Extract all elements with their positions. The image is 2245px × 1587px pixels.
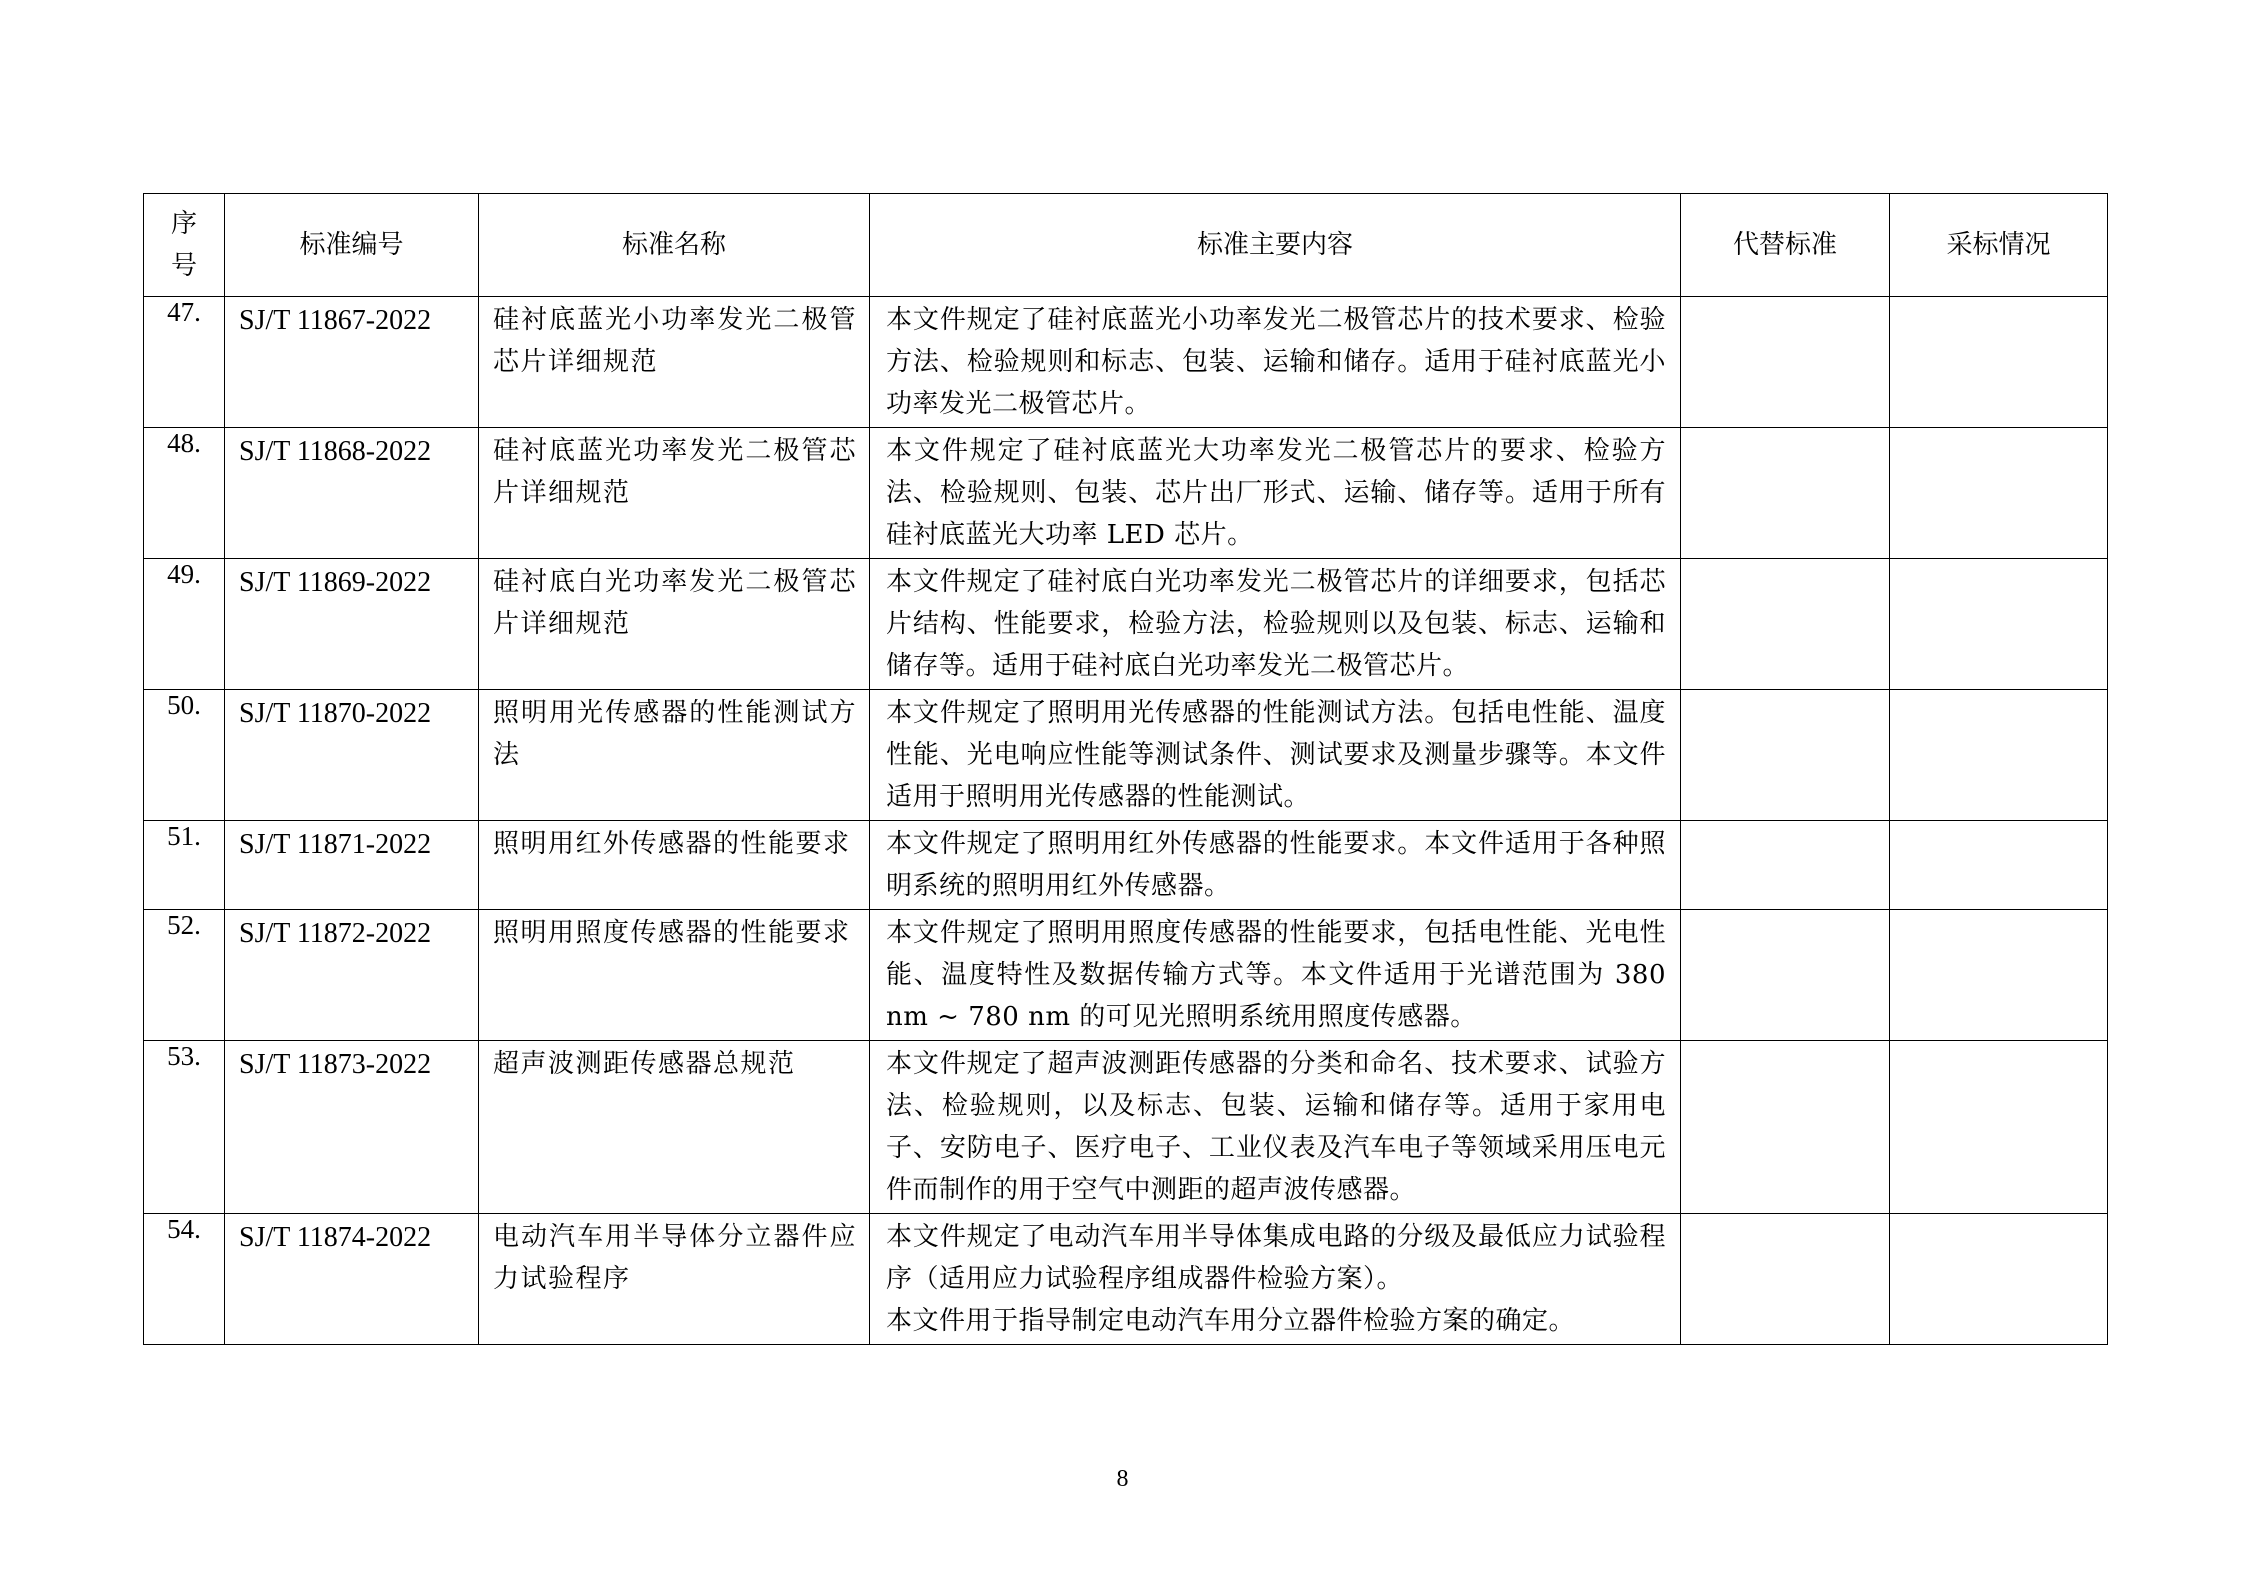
header-content: 标准主要内容 — [870, 194, 1681, 297]
row-replaces — [1681, 690, 1890, 821]
row-replaces — [1681, 297, 1890, 428]
row-content — [870, 1214, 1681, 1345]
table-row — [144, 297, 2108, 428]
row-adoption — [1890, 428, 2108, 559]
table-row — [144, 428, 2108, 559]
standards-table — [143, 193, 2108, 1345]
row-adoption — [1890, 690, 2108, 821]
row-code: SJ/T 11870-2022 — [225, 690, 479, 821]
row-replaces — [1681, 559, 1890, 690]
row-content — [870, 821, 1681, 910]
row-seq: 50. — [144, 690, 225, 821]
row-adoption — [1890, 297, 2108, 428]
row-content — [870, 428, 1681, 559]
row-content-paragraph: 本文件规定了硅衬底白光功率发光二极管芯片的详细要求，包括芯片结构、性能要求，检验方法，检验规则以及包装、标志、运输和储存等。适用于硅衬底白光功率发光二极管芯片。 — [886, 567, 1666, 681]
row-name: 电动汽车用半导体分立器件应力试验程序 — [479, 1214, 870, 1345]
row-content-paragraph: 本文件用于指导制定电动汽车用分立器件检验方案的确定。 — [886, 1306, 1576, 1336]
row-replaces — [1681, 821, 1890, 910]
header-seq-line2: 号 — [170, 251, 197, 281]
row-name: 照明用照度传感器的性能要求 — [479, 910, 870, 1041]
row-code: SJ/T 11874-2022 — [225, 1214, 479, 1345]
header-seq-line1: 序 — [170, 209, 197, 239]
row-content-paragraph: 本文件规定了硅衬底蓝光大功率发光二极管芯片的要求、检验方法、检验规则、包装、芯片出厂形式、运输、储存等。适用于所有硅衬底蓝光大功率 LED 芯片。 — [886, 436, 1666, 550]
row-seq: 49. — [144, 559, 225, 690]
row-replaces — [1681, 428, 1890, 559]
row-code: SJ/T 11868-2022 — [225, 428, 479, 559]
row-adoption — [1890, 910, 2108, 1041]
row-adoption — [1890, 1041, 2108, 1214]
row-content — [870, 559, 1681, 690]
row-code: SJ/T 11872-2022 — [225, 910, 479, 1041]
row-content — [870, 297, 1681, 428]
row-code: SJ/T 11871-2022 — [225, 821, 479, 910]
table-header-row — [144, 194, 2108, 297]
row-seq: 51. — [144, 821, 225, 910]
row-replaces — [1681, 1041, 1890, 1214]
row-content-paragraph: 本文件规定了照明用光传感器的性能测试方法。包括电性能、温度性能、光电响应性能等测试条件、测试要求及测量步骤等。本文件适用于照明用光传感器的性能测试。 — [886, 698, 1666, 812]
row-seq: 54. — [144, 1214, 225, 1345]
row-code: SJ/T 11867-2022 — [225, 297, 479, 428]
row-seq: 52. — [144, 910, 225, 1041]
row-content-paragraph: 本文件规定了超声波测距传感器的分类和命名、技术要求、试验方法、检验规则，以及标志、包装、运输和储存等。适用于家用电子、安防电子、医疗电子、工业仪表及汽车电子等领域采用压电元件而制作的用于空气中测距的超声波传感器。 — [886, 1049, 1666, 1205]
row-adoption — [1890, 1214, 2108, 1345]
row-name: 硅衬底蓝光功率发光二极管芯片详细规范 — [479, 428, 870, 559]
row-replaces — [1681, 910, 1890, 1041]
row-content — [870, 910, 1681, 1041]
row-content-paragraph: 本文件规定了电动汽车用半导体集成电路的分级及最低应力试验程序（适用应力试验程序组成器件检验方案）。 — [886, 1222, 1666, 1294]
row-name: 照明用红外传感器的性能要求 — [479, 821, 870, 910]
row-adoption — [1890, 821, 2108, 910]
header-name: 标准名称 — [479, 194, 870, 297]
table-row — [144, 690, 2108, 821]
row-seq: 53. — [144, 1041, 225, 1214]
row-seq: 47. — [144, 297, 225, 428]
row-content-paragraph: 本文件规定了硅衬底蓝光小功率发光二极管芯片的技术要求、检验方法、检验规则和标志、包装、运输和储存。适用于硅衬底蓝光小功率发光二极管芯片。 — [886, 305, 1666, 419]
table-row — [144, 821, 2108, 910]
table-row — [144, 1214, 2108, 1345]
page-number: 8 — [1116, 1466, 1129, 1492]
row-content-paragraph: 本文件规定了照明用红外传感器的性能要求。本文件适用于各种照明系统的照明用红外传感器。 — [886, 829, 1666, 901]
row-name: 照明用光传感器的性能测试方法 — [479, 690, 870, 821]
row-content — [870, 690, 1681, 821]
row-name: 硅衬底白光功率发光二极管芯片详细规范 — [479, 559, 870, 690]
row-content — [870, 1041, 1681, 1214]
row-seq: 48. — [144, 428, 225, 559]
row-name: 硅衬底蓝光小功率发光二极管芯片详细规范 — [479, 297, 870, 428]
header-seq — [144, 194, 225, 297]
header-replaces: 代替标准 — [1681, 194, 1890, 297]
row-code: SJ/T 11873-2022 — [225, 1041, 479, 1214]
row-adoption — [1890, 559, 2108, 690]
row-content-paragraph: 本文件规定了照明用照度传感器的性能要求，包括电性能、光电性能、温度特性及数据传输方式等。本文件适用于光谱范围为 380 nm ~ 780 nm 的可见光照明系统用照度传感器。 — [886, 918, 1666, 1032]
row-replaces — [1681, 1214, 1890, 1345]
header-adoption: 采标情况 — [1890, 194, 2108, 297]
table-row — [144, 910, 2108, 1041]
table-row — [144, 1041, 2108, 1214]
table-row — [144, 559, 2108, 690]
row-name: 超声波测距传感器总规范 — [479, 1041, 870, 1214]
row-code: SJ/T 11869-2022 — [225, 559, 479, 690]
header-code: 标准编号 — [225, 194, 479, 297]
